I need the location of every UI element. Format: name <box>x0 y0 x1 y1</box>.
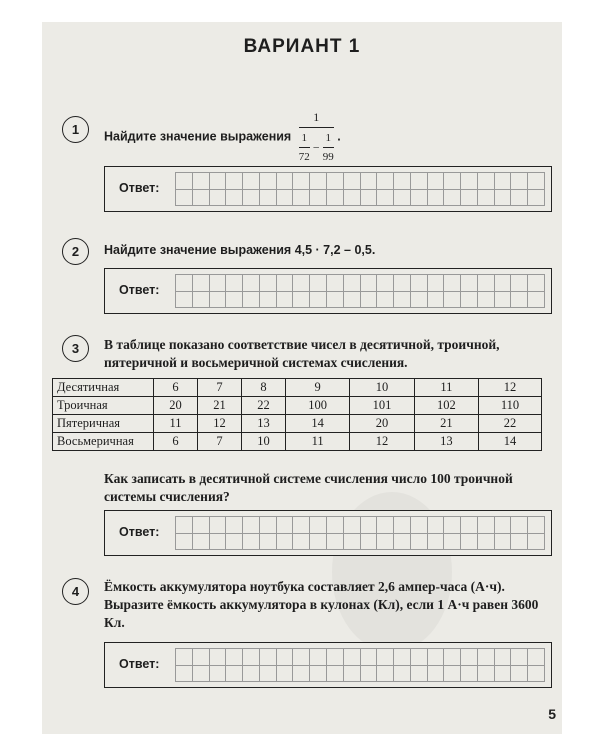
answer-cell[interactable] <box>528 292 545 309</box>
answer-box-2[interactable] <box>104 268 552 314</box>
answer-cell[interactable] <box>361 534 378 551</box>
answer-cell[interactable] <box>193 534 210 551</box>
answer-cell[interactable] <box>293 534 310 551</box>
table-cell: 101 <box>350 397 414 415</box>
answer-cell[interactable] <box>511 292 528 309</box>
answer-cell[interactable] <box>361 666 378 683</box>
answer-cell[interactable] <box>394 292 411 309</box>
question-4-number: 4 <box>62 578 89 605</box>
answer-cell[interactable] <box>344 292 361 309</box>
table-cell: 11 <box>414 379 478 397</box>
answer-cell[interactable] <box>461 534 478 551</box>
answer-cell[interactable] <box>344 517 361 534</box>
answer-cell[interactable] <box>428 666 445 683</box>
answer-cell[interactable] <box>293 190 310 207</box>
answer-cell[interactable] <box>478 292 495 309</box>
page-title: ВАРИАНТ 1 <box>243 36 361 57</box>
answer-cell[interactable] <box>461 666 478 683</box>
table-cell: 22 <box>479 415 542 433</box>
table-cell: 11 <box>285 433 349 451</box>
answer-cell[interactable] <box>478 190 495 207</box>
answer-cell[interactable] <box>344 173 361 190</box>
answer-cell[interactable] <box>310 292 327 309</box>
answer-cell[interactable] <box>377 534 394 551</box>
fraction-minus: − <box>312 140 320 155</box>
answer-cell[interactable] <box>193 292 210 309</box>
answer-cell[interactable] <box>528 534 545 551</box>
answer-cell[interactable] <box>344 666 361 683</box>
answer-cell[interactable] <box>277 649 294 666</box>
answer-grid[interactable] <box>175 274 545 308</box>
answer-cell[interactable] <box>344 275 361 292</box>
answer-cell[interactable] <box>243 275 260 292</box>
answer-cell[interactable] <box>176 275 193 292</box>
answer-cell[interactable] <box>495 666 512 683</box>
answer-cell[interactable] <box>511 517 528 534</box>
table-cell: 14 <box>479 433 542 451</box>
answer-cell[interactable] <box>277 292 294 309</box>
table-cell: 13 <box>241 415 285 433</box>
table-row <box>53 433 542 451</box>
answer-cell[interactable] <box>377 649 394 666</box>
answer-cell[interactable] <box>495 275 512 292</box>
answer-cell[interactable] <box>461 649 478 666</box>
answer-cell[interactable] <box>193 173 210 190</box>
answer-cell[interactable] <box>528 190 545 207</box>
answer-cell[interactable] <box>478 649 495 666</box>
answer-cell[interactable] <box>394 666 411 683</box>
answer-cell[interactable] <box>210 173 227 190</box>
answer-cell[interactable] <box>411 517 428 534</box>
answer-cell[interactable] <box>260 534 277 551</box>
answer-cell[interactable] <box>478 666 495 683</box>
fraction-a-numerator: 1 <box>301 132 307 144</box>
answer-cell[interactable] <box>411 275 428 292</box>
table-cell: 7 <box>197 379 241 397</box>
table-cell: 6 <box>154 379 198 397</box>
table-cell: 7 <box>197 433 241 451</box>
table-cell: 13 <box>414 433 478 451</box>
answer-cell[interactable] <box>361 649 378 666</box>
answer-cell[interactable] <box>428 190 445 207</box>
answer-cell[interactable] <box>495 534 512 551</box>
table-cell: 12 <box>350 433 414 451</box>
question-1-number: 1 <box>62 116 89 143</box>
answer-grid[interactable] <box>175 516 545 550</box>
answer-label: Ответ: <box>119 657 160 671</box>
answer-cell[interactable] <box>243 649 260 666</box>
answer-cell[interactable] <box>478 517 495 534</box>
question-4-text: Ёмкость аккумулятора ноутбука составляет 2,6 ампер-часа (А·ч). Выразите ёмкость аккумулятора в кулонах (Кл), если 1 А·ч равен 3600 Кл. <box>104 579 539 630</box>
answer-cell[interactable] <box>310 534 327 551</box>
answer-cell[interactable] <box>377 292 394 309</box>
question-3-number: 3 <box>62 335 89 362</box>
answer-cell[interactable] <box>243 190 260 207</box>
question-1-text <box>104 108 544 166</box>
table-cell: 6 <box>154 433 198 451</box>
answer-cell[interactable] <box>293 649 310 666</box>
answer-cell[interactable] <box>377 666 394 683</box>
table-cell: 21 <box>414 415 478 433</box>
question-1-fraction <box>299 108 334 166</box>
answer-cell[interactable] <box>260 649 277 666</box>
answer-cell[interactable] <box>210 190 227 207</box>
answer-cell[interactable] <box>394 173 411 190</box>
answer-cell[interactable] <box>361 173 378 190</box>
answer-cell[interactable] <box>210 666 227 683</box>
answer-grid[interactable] <box>175 648 545 682</box>
question-1-period: . <box>337 129 341 144</box>
answer-cell[interactable] <box>478 173 495 190</box>
answer-cell[interactable] <box>260 666 277 683</box>
answer-cell[interactable] <box>478 275 495 292</box>
table-cell: 10 <box>350 379 414 397</box>
table-row-header: Пятеричная <box>53 415 154 433</box>
answer-cell[interactable] <box>361 190 378 207</box>
table-cell: 12 <box>479 379 542 397</box>
answer-cell[interactable] <box>528 173 545 190</box>
answer-cell[interactable] <box>327 517 344 534</box>
answer-cell[interactable] <box>344 649 361 666</box>
answer-cell[interactable] <box>444 173 461 190</box>
answer-cell[interactable] <box>293 275 310 292</box>
answer-cell[interactable] <box>495 517 512 534</box>
answer-cell[interactable] <box>176 173 193 190</box>
answer-cell[interactable] <box>176 534 193 551</box>
answer-cell[interactable] <box>411 173 428 190</box>
answer-cell[interactable] <box>293 666 310 683</box>
answer-cell[interactable] <box>210 534 227 551</box>
answer-box-1[interactable] <box>104 166 552 212</box>
table-cell: 20 <box>350 415 414 433</box>
answer-cell[interactable] <box>260 292 277 309</box>
answer-cell[interactable] <box>394 534 411 551</box>
answer-cell[interactable] <box>243 292 260 309</box>
answer-cell[interactable] <box>293 517 310 534</box>
question-1-label: Найдите значение выражения <box>104 129 292 144</box>
workbook-page <box>42 22 562 734</box>
answer-label: Ответ: <box>119 181 160 195</box>
answer-cell[interactable] <box>193 666 210 683</box>
answer-cell[interactable] <box>444 517 461 534</box>
answer-cell[interactable] <box>176 190 193 207</box>
answer-cell[interactable] <box>511 275 528 292</box>
answer-cell[interactable] <box>176 666 193 683</box>
answer-cell[interactable] <box>511 666 528 683</box>
answer-cell[interactable] <box>193 190 210 207</box>
answer-cell[interactable] <box>243 517 260 534</box>
answer-cell[interactable] <box>394 517 411 534</box>
answer-cell[interactable] <box>260 190 277 207</box>
table-row <box>53 397 542 415</box>
table-cell: 14 <box>285 415 349 433</box>
answer-cell[interactable] <box>411 292 428 309</box>
answer-cell[interactable] <box>327 649 344 666</box>
fraction-b-denominator: 99 <box>323 147 334 166</box>
answer-cell[interactable] <box>243 666 260 683</box>
answer-cell[interactable] <box>310 517 327 534</box>
question-2-text: Найдите значение выражения 4,5 · 7,2 – 0,5. <box>104 243 376 257</box>
answer-cell[interactable] <box>226 517 243 534</box>
answer-cell[interactable] <box>511 173 528 190</box>
answer-cell[interactable] <box>277 517 294 534</box>
answer-cell[interactable] <box>495 190 512 207</box>
answer-grid[interactable] <box>175 172 545 206</box>
answer-cell[interactable] <box>243 173 260 190</box>
answer-cell[interactable] <box>226 173 243 190</box>
table-cell: 20 <box>154 397 198 415</box>
answer-cell[interactable] <box>310 190 327 207</box>
answer-cell[interactable] <box>327 666 344 683</box>
answer-cell[interactable] <box>461 517 478 534</box>
answer-cell[interactable] <box>210 292 227 309</box>
answer-cell[interactable] <box>361 292 378 309</box>
answer-cell[interactable] <box>344 534 361 551</box>
answer-cell[interactable] <box>444 666 461 683</box>
answer-cell[interactable] <box>495 292 512 309</box>
answer-cell[interactable] <box>444 190 461 207</box>
answer-box-4[interactable] <box>104 642 552 688</box>
answer-cell[interactable] <box>461 190 478 207</box>
answer-cell[interactable] <box>377 190 394 207</box>
answer-cell[interactable] <box>428 275 445 292</box>
table-cell: 12 <box>197 415 241 433</box>
answer-cell[interactable] <box>327 190 344 207</box>
page-number: 5 <box>548 706 556 722</box>
fraction-numerator: 1 <box>313 110 320 124</box>
answer-cell[interactable] <box>444 275 461 292</box>
answer-cell[interactable] <box>511 649 528 666</box>
answer-cell[interactable] <box>444 534 461 551</box>
answer-cell[interactable] <box>260 517 277 534</box>
answer-cell[interactable] <box>428 292 445 309</box>
answer-cell[interactable] <box>226 649 243 666</box>
answer-cell[interactable] <box>310 275 327 292</box>
table-row <box>53 379 542 397</box>
answer-cell[interactable] <box>361 275 378 292</box>
table-cell: 8 <box>241 379 285 397</box>
answer-cell[interactable] <box>377 173 394 190</box>
table-cell: 102 <box>414 397 478 415</box>
answer-cell[interactable] <box>327 275 344 292</box>
answer-cell[interactable] <box>428 534 445 551</box>
answer-cell[interactable] <box>277 173 294 190</box>
table-row-header: Десятичная <box>53 379 154 397</box>
answer-cell[interactable] <box>377 275 394 292</box>
question-3-question: Как записать в десятичной системе счисления число 100 троичной системы счисления? <box>104 471 513 504</box>
answer-cell[interactable] <box>226 292 243 309</box>
answer-cell[interactable] <box>226 190 243 207</box>
answer-cell[interactable] <box>310 666 327 683</box>
answer-cell[interactable] <box>293 173 310 190</box>
table-cell: 10 <box>241 433 285 451</box>
answer-cell[interactable] <box>327 534 344 551</box>
answer-cell[interactable] <box>528 649 545 666</box>
answer-cell[interactable] <box>193 275 210 292</box>
answer-cell[interactable] <box>210 275 227 292</box>
answer-cell[interactable] <box>176 517 193 534</box>
table-cell: 9 <box>285 379 349 397</box>
answer-cell[interactable] <box>461 292 478 309</box>
fraction-b-numerator: 1 <box>325 132 331 144</box>
answer-cell[interactable] <box>361 517 378 534</box>
answer-cell[interactable] <box>411 649 428 666</box>
answer-cell[interactable] <box>176 649 193 666</box>
answer-cell[interactable] <box>528 275 545 292</box>
answer-cell[interactable] <box>293 292 310 309</box>
numeral-systems-table <box>52 378 542 451</box>
answer-cell[interactable] <box>260 275 277 292</box>
answer-cell[interactable] <box>193 649 210 666</box>
answer-cell[interactable] <box>377 517 394 534</box>
table-cell: 100 <box>285 397 349 415</box>
answer-cell[interactable] <box>277 666 294 683</box>
answer-cell[interactable] <box>327 292 344 309</box>
answer-cell[interactable] <box>193 517 210 534</box>
table-row-header: Троичная <box>53 397 154 415</box>
table-cell: 110 <box>479 397 542 415</box>
answer-cell[interactable] <box>344 190 361 207</box>
answer-cell[interactable] <box>444 292 461 309</box>
answer-label: Ответ: <box>119 525 160 539</box>
answer-cell[interactable] <box>444 649 461 666</box>
answer-cell[interactable] <box>411 534 428 551</box>
answer-cell[interactable] <box>260 173 277 190</box>
answer-cell[interactable] <box>394 275 411 292</box>
answer-cell[interactable] <box>528 666 545 683</box>
answer-cell[interactable] <box>411 190 428 207</box>
answer-cell[interactable] <box>495 649 512 666</box>
answer-cell[interactable] <box>428 173 445 190</box>
answer-cell[interactable] <box>528 517 545 534</box>
answer-cell[interactable] <box>478 534 495 551</box>
table-row <box>53 415 542 433</box>
question-3-text: В таблице показано соответствие чисел в десятичной, троичной, пятеричной и восьмеричной системах счисления. <box>104 337 500 370</box>
answer-cell[interactable] <box>310 173 327 190</box>
answer-cell[interactable] <box>226 534 243 551</box>
answer-box-3[interactable] <box>104 510 552 556</box>
answer-cell[interactable] <box>461 275 478 292</box>
answer-cell[interactable] <box>210 649 227 666</box>
fraction-a-denominator: 72 <box>299 147 310 166</box>
answer-cell[interactable] <box>511 534 528 551</box>
table-cell: 22 <box>241 397 285 415</box>
answer-cell[interactable] <box>411 666 428 683</box>
answer-cell[interactable] <box>226 275 243 292</box>
answer-cell[interactable] <box>495 173 512 190</box>
answer-cell[interactable] <box>277 534 294 551</box>
answer-cell[interactable] <box>243 534 260 551</box>
answer-cell[interactable] <box>277 275 294 292</box>
answer-cell[interactable] <box>277 190 294 207</box>
answer-cell[interactable] <box>428 649 445 666</box>
answer-cell[interactable] <box>310 649 327 666</box>
answer-cell[interactable] <box>461 173 478 190</box>
table-cell: 21 <box>197 397 241 415</box>
answer-cell[interactable] <box>394 190 411 207</box>
table-row-header: Восьмеричная <box>53 433 154 451</box>
answer-cell[interactable] <box>394 649 411 666</box>
question-2-number: 2 <box>62 238 89 265</box>
answer-label: Ответ: <box>119 283 160 297</box>
answer-cell[interactable] <box>226 666 243 683</box>
answer-cell[interactable] <box>428 517 445 534</box>
table-cell: 11 <box>154 415 198 433</box>
answer-cell[interactable] <box>511 190 528 207</box>
answer-cell[interactable] <box>176 292 193 309</box>
answer-cell[interactable] <box>327 173 344 190</box>
answer-cell[interactable] <box>210 517 227 534</box>
